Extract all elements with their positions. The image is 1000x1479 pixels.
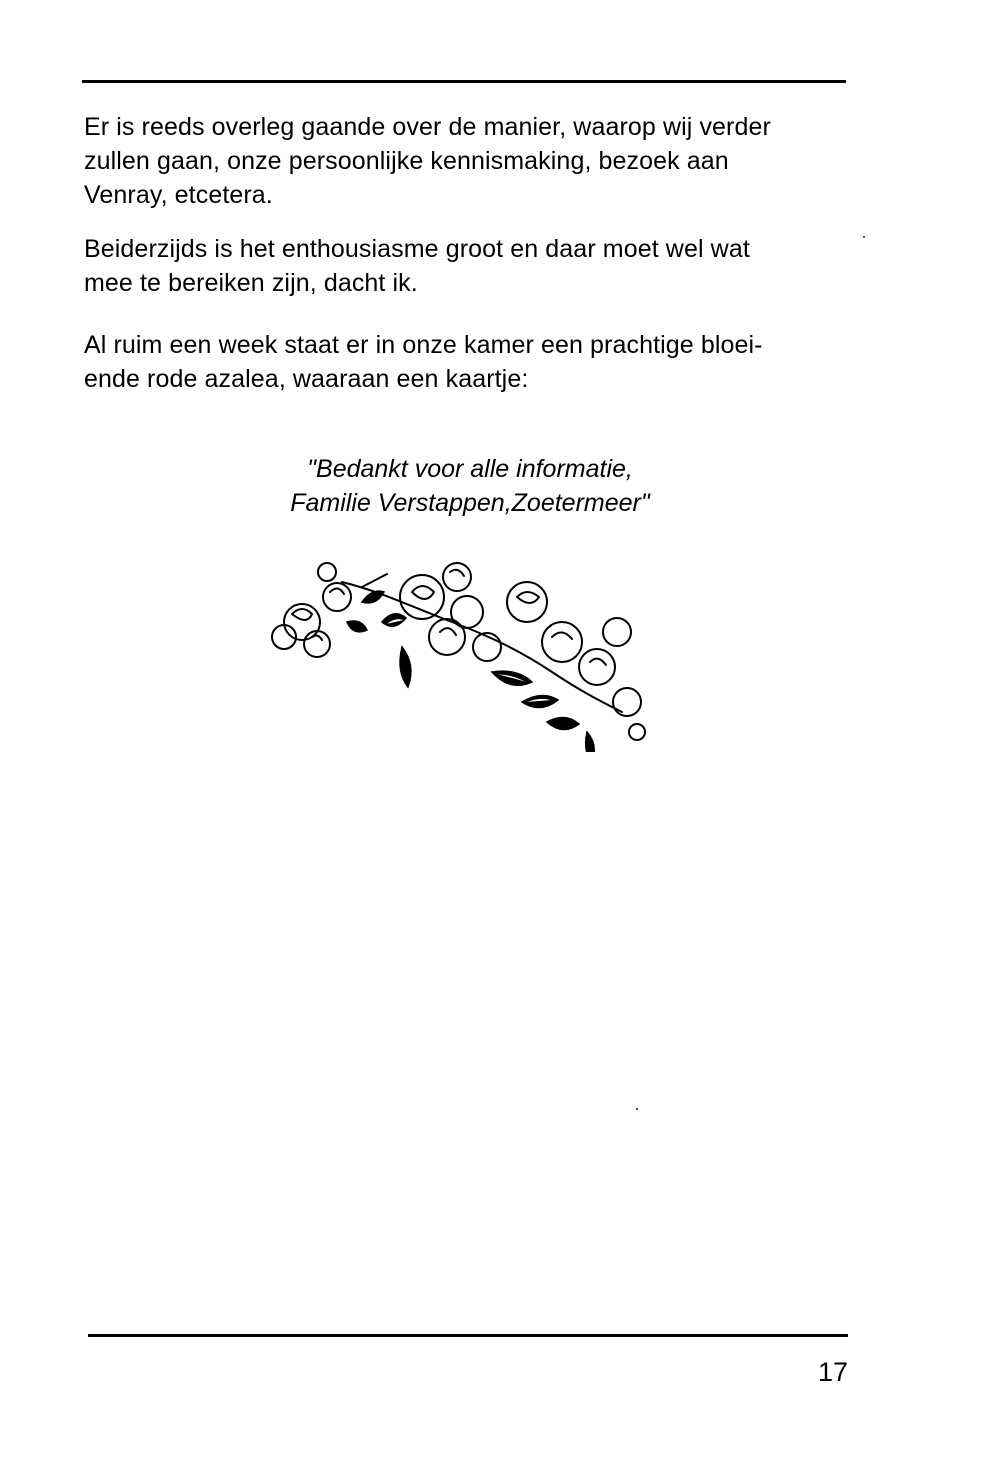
top-rule [82, 80, 846, 83]
scan-speck [863, 236, 865, 238]
text-line: Venray, etcetera. [84, 181, 273, 209]
paragraph-2 [84, 232, 844, 300]
text-line: ende rode azalea, waaraan een kaartje: [84, 365, 529, 393]
bottom-rule [88, 1334, 848, 1337]
text-line: Beiderzijds is het enthousiasme groot en daar moet wel wat [84, 235, 750, 263]
paragraph-1 [84, 110, 844, 212]
quote-line: "Bedankt voor alle informatie, [307, 455, 633, 483]
quote-line: Familie Verstappen,Zoetermeer" [290, 489, 650, 517]
page-number: 17 [817, 1357, 848, 1387]
text-line: zullen gaan, onze persoonlijke kennismaking, bezoek aan [84, 147, 729, 175]
flower-spray-icon [262, 552, 662, 752]
text-line: mee te bereiken zijn, dacht ik. [84, 269, 418, 297]
paragraph-3 [84, 328, 844, 396]
card-quote [0, 452, 1000, 520]
text-line: Er is reeds overleg gaande over de manier, waarop wij verder [84, 113, 771, 141]
text-line: Al ruim een week staat er in onze kamer een prachtige bloei- [84, 331, 763, 359]
scan-speck [636, 1108, 638, 1110]
